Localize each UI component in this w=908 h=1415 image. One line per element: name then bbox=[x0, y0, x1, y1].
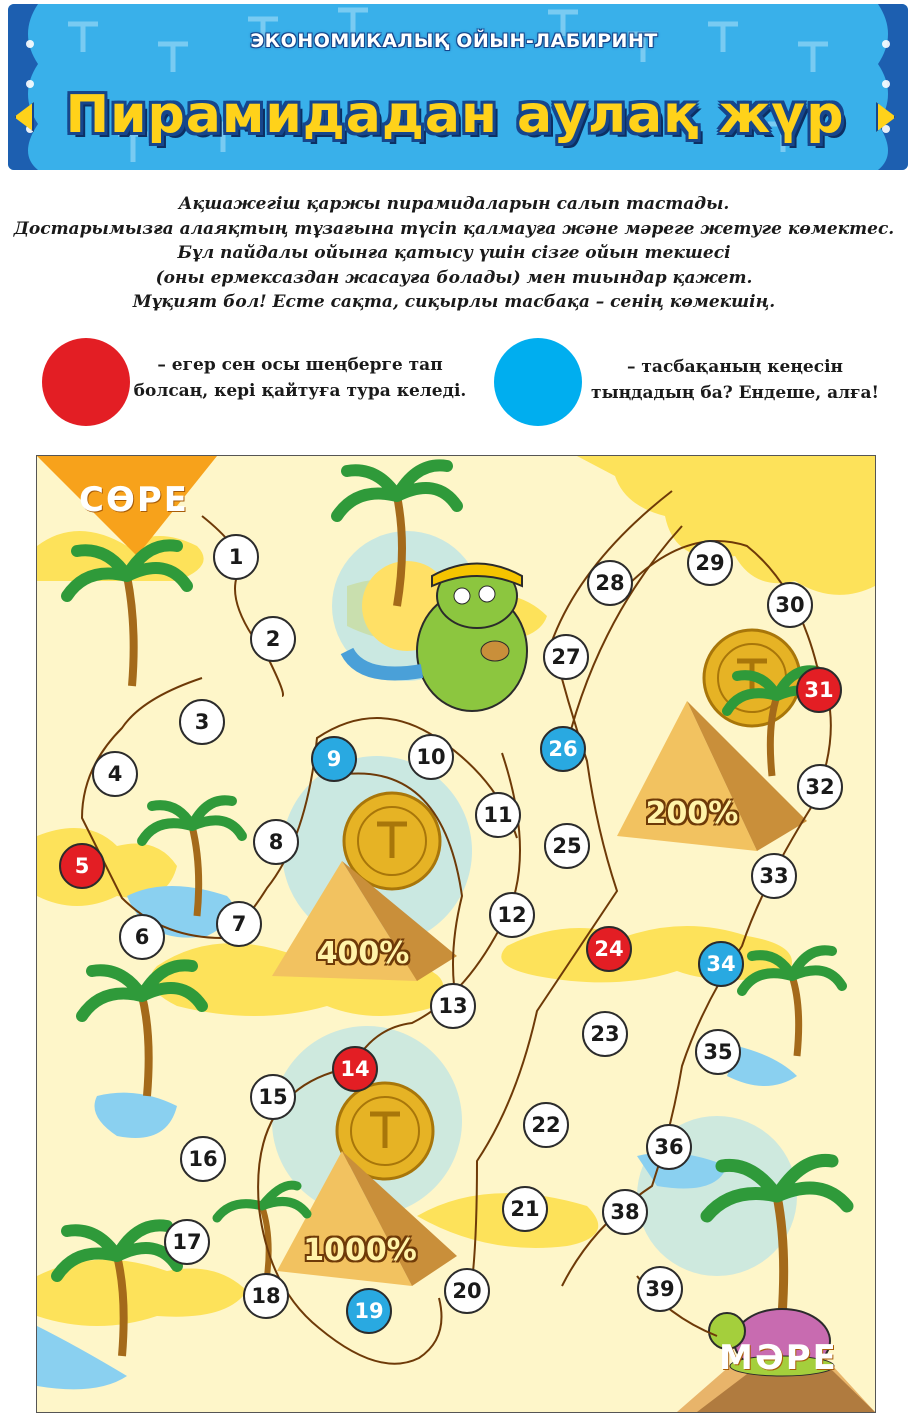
board-cell-11: 11 bbox=[475, 792, 521, 838]
board-cell-36: 36 bbox=[646, 1124, 692, 1170]
finish-label: МӘРЕ bbox=[719, 1338, 838, 1378]
board-cell-27: 27 bbox=[543, 634, 589, 680]
board-cell-2: 2 bbox=[250, 616, 296, 662]
board-cell-16: 16 bbox=[180, 1136, 226, 1182]
board-cell-14: 14 bbox=[332, 1046, 378, 1092]
board-cell-29: 29 bbox=[687, 540, 733, 586]
intro-text bbox=[0, 192, 908, 315]
board-cell-21: 21 bbox=[502, 1186, 548, 1232]
intro-line: Ақшажегіш қаржы пирамидаларын салып тастады. bbox=[178, 194, 730, 214]
board-cell-25: 25 bbox=[544, 823, 590, 869]
board-cell-8: 8 bbox=[253, 819, 299, 865]
board-cell-30: 30 bbox=[767, 582, 813, 628]
board-cell-1: 1 bbox=[213, 534, 259, 580]
board-cell-18: 18 bbox=[243, 1273, 289, 1319]
pyramid-400-label: 400% bbox=[316, 936, 410, 971]
board-cell-26: 26 bbox=[540, 726, 586, 772]
banner-title: Пирамидадан аулақ жүр bbox=[65, 85, 845, 145]
board-cell-17: 17 bbox=[164, 1219, 210, 1265]
legend-blue-text bbox=[590, 354, 880, 406]
board-cell-19: 19 bbox=[346, 1288, 392, 1334]
board-cell-20: 20 bbox=[444, 1268, 490, 1314]
pyramid-1000-label: 1000% bbox=[303, 1233, 417, 1268]
intro-line: Достарымызға алаяқтың тұзағына түсіп қалмауға және мәреге жетуге көмектес. bbox=[13, 218, 895, 239]
board-cell-7: 7 bbox=[216, 901, 262, 947]
legend-red-line: болсаң, кері қайтуға тура келеді. bbox=[133, 381, 467, 401]
board-cell-39: 39 bbox=[637, 1266, 683, 1312]
intro-line: Бұл пайдалы ойынға қатысу үшін сізге ойын текшесі bbox=[177, 243, 731, 263]
legend-red-line: – егер сен осы шеңберге тап bbox=[157, 355, 443, 375]
pyramid-200-label: 200% bbox=[645, 796, 739, 831]
legend-red-circle bbox=[42, 338, 130, 426]
board-cell-6: 6 bbox=[119, 914, 165, 960]
intro-line: (оны ермексаздан жасауға болады) мен тиындар қажет. bbox=[155, 267, 753, 288]
board-cell-3: 3 bbox=[179, 699, 225, 745]
board-cell-31: 31 bbox=[796, 667, 842, 713]
board-cell-4: 4 bbox=[92, 751, 138, 797]
board-cell-5: 5 bbox=[59, 843, 105, 889]
board-cell-22: 22 bbox=[523, 1102, 569, 1148]
board-cell-10: 10 bbox=[408, 734, 454, 780]
board-cell-12: 12 bbox=[489, 892, 535, 938]
board-cell-35: 35 bbox=[695, 1029, 741, 1075]
board-cell-15: 15 bbox=[250, 1074, 296, 1120]
legend-blue-circle bbox=[494, 338, 582, 426]
board-cell-33: 33 bbox=[751, 853, 797, 899]
banner-subtitle: ЭКОНОМИКАЛЫҚ ОЙЫН-ЛАБИРИНТ bbox=[250, 30, 658, 52]
board-cell-9: 9 bbox=[311, 736, 357, 782]
start-label: СӨРЕ bbox=[79, 480, 189, 520]
board-cell-32: 32 bbox=[797, 764, 843, 810]
board-cell-34: 34 bbox=[698, 941, 744, 987]
game-board bbox=[36, 455, 876, 1413]
legend-blue-line: тыңдадың ба? Ендеше, алға! bbox=[591, 383, 879, 403]
board-cell-24: 24 bbox=[586, 926, 632, 972]
board-cell-38: 38 bbox=[602, 1189, 648, 1235]
legend-blue-line: – тасбақаның кеңесін bbox=[626, 357, 844, 377]
legend-red-text bbox=[130, 352, 470, 404]
board-cell-23: 23 bbox=[582, 1011, 628, 1057]
intro-line: Мұқият бол! Есте сақта, сиқырлы тасбақа – сенің көмекшің. bbox=[132, 292, 776, 312]
board-cell-13: 13 bbox=[430, 983, 476, 1029]
board-cell-28: 28 bbox=[587, 560, 633, 606]
